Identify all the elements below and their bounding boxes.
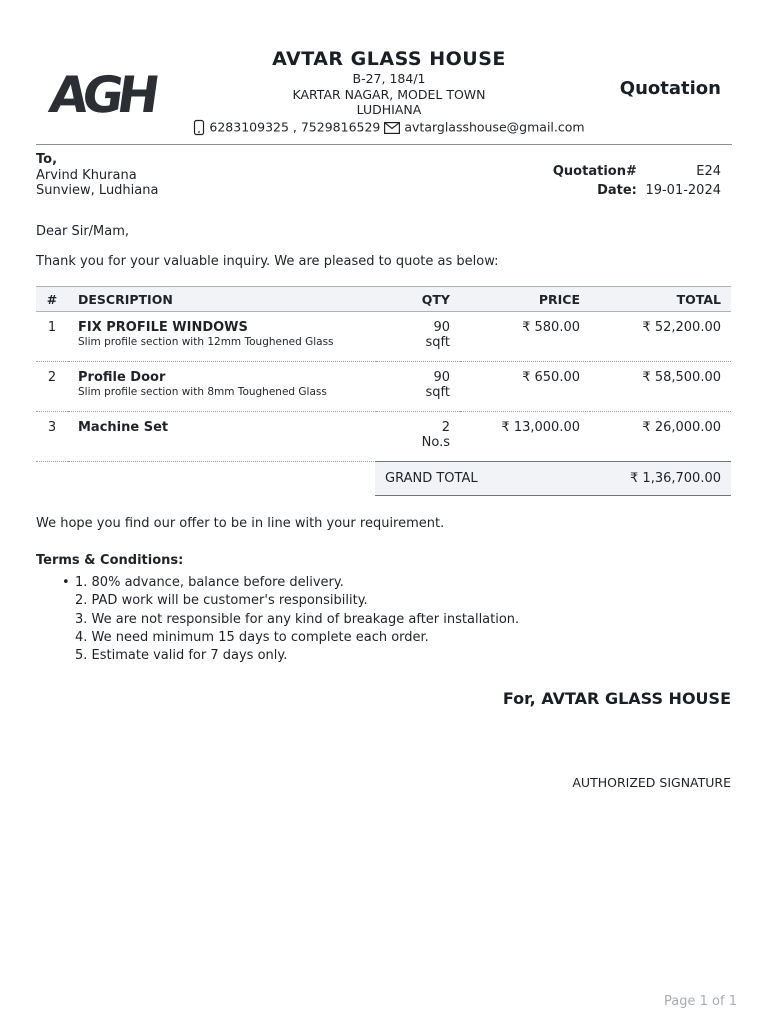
qty-value: 2 <box>441 420 450 435</box>
logo-text: AGH <box>45 65 158 124</box>
phone-numbers: 6283109325 , 7529816529 <box>209 119 381 134</box>
table-row <box>36 312 731 362</box>
quotation-number-label: Quotation# <box>552 164 637 179</box>
grand-total-label: GRAND TOTAL <box>385 471 478 486</box>
row-qty <box>376 412 460 462</box>
row-total: ₹ 58,500.00 <box>590 362 731 412</box>
envelope-icon <box>384 119 404 134</box>
terms-item: 4. We need minimum 15 days to complete each order. <box>75 629 429 645</box>
address-line-1: B-27, 184/1 <box>352 71 426 86</box>
grand-total-row <box>375 461 731 496</box>
header-divider <box>36 144 732 145</box>
row-price: ₹ 580.00 <box>460 312 590 362</box>
table-row <box>36 412 731 462</box>
recipient-name: Arvind Khurana <box>36 167 137 183</box>
row-qty <box>376 362 460 412</box>
terms-item: 2. PAD work will be customer's responsibility. <box>75 593 368 609</box>
quotation-date-row <box>553 181 721 200</box>
qty-unit: sqft <box>425 385 450 400</box>
row-num: 2 <box>36 362 68 412</box>
greeting: Dear Sir/Mam, <box>36 224 130 239</box>
terms-item: 5. Estimate valid for 7 days only. <box>75 648 288 664</box>
quotation-meta <box>553 162 721 200</box>
quotation-date-value: 19-01-2024 <box>645 183 721 198</box>
row-price: ₹ 13,000.00 <box>460 412 590 462</box>
qty-unit: No.s <box>421 435 450 450</box>
table-row <box>36 362 731 412</box>
col-header-price: PRICE <box>460 287 590 312</box>
recipient-label: To, <box>36 152 58 167</box>
quotation-number-value: E24 <box>696 164 721 179</box>
address-line-2: KARTAR NAGAR, MODEL TOWN <box>292 86 486 102</box>
row-num: 3 <box>36 412 68 462</box>
item-name: Profile Door <box>78 370 166 385</box>
item-name: Machine Set <box>78 420 169 435</box>
recipient-location: Sunview, Ludhiana <box>36 183 159 198</box>
intro-text: Thank you for your valuable inquiry. We are pleased to quote as below: <box>36 254 499 269</box>
terms-list <box>62 574 519 665</box>
quotation-date-label: Date: <box>597 183 637 198</box>
quotation-number-row <box>553 162 721 181</box>
row-description <box>68 362 376 412</box>
row-total: ₹ 52,200.00 <box>590 312 731 362</box>
qty-unit: sqft <box>425 335 450 350</box>
row-qty <box>376 312 460 362</box>
terms-heading: Terms & Conditions: <box>36 553 184 568</box>
phone-icon <box>193 119 209 134</box>
row-price: ₹ 650.00 <box>460 362 590 412</box>
closing-text: We hope you find our offer to be in line with your requirement. <box>36 516 445 531</box>
row-total: ₹ 26,000.00 <box>590 412 731 462</box>
grand-total-value: ₹ 1,36,700.00 <box>630 471 721 486</box>
address-line-3: LUDHIANA <box>356 102 422 117</box>
items-table <box>36 286 731 462</box>
company-name: AVTAR GLASS HOUSE <box>272 48 506 70</box>
table-header-row <box>36 287 731 312</box>
row-num: 1 <box>36 312 68 362</box>
recipient-block <box>36 152 158 199</box>
col-header-total: TOTAL <box>590 287 731 312</box>
row-description <box>68 412 376 462</box>
contact-line <box>0 119 778 136</box>
col-header-qty: QTY <box>376 287 460 312</box>
item-desc: Slim profile section with 8mm Toughened Glass <box>78 386 327 398</box>
email-address: avtarglasshouse@gmail.com <box>404 119 585 134</box>
item-name: FIX PROFILE WINDOWS <box>78 320 248 335</box>
document-title: Quotation <box>619 78 721 99</box>
terms-item: 3. We are not responsible for any kind of breakage after installation. <box>75 611 520 627</box>
qty-value: 90 <box>433 370 450 385</box>
authorized-signature-label: AUTHORIZED SIGNATURE <box>572 775 731 790</box>
item-desc: Slim profile section with 12mm Toughened Glass <box>78 336 334 348</box>
col-header-description: DESCRIPTION <box>68 287 376 312</box>
col-header-num: # <box>36 287 68 312</box>
terms-item: • 1. 80% advance, balance before delivery. <box>62 574 519 592</box>
page-indicator: Page 1 of 1 <box>664 994 737 1009</box>
qty-value: 90 <box>433 320 450 335</box>
row-description <box>68 312 376 362</box>
for-company-line: For, AVTAR GLASS HOUSE <box>502 689 731 708</box>
